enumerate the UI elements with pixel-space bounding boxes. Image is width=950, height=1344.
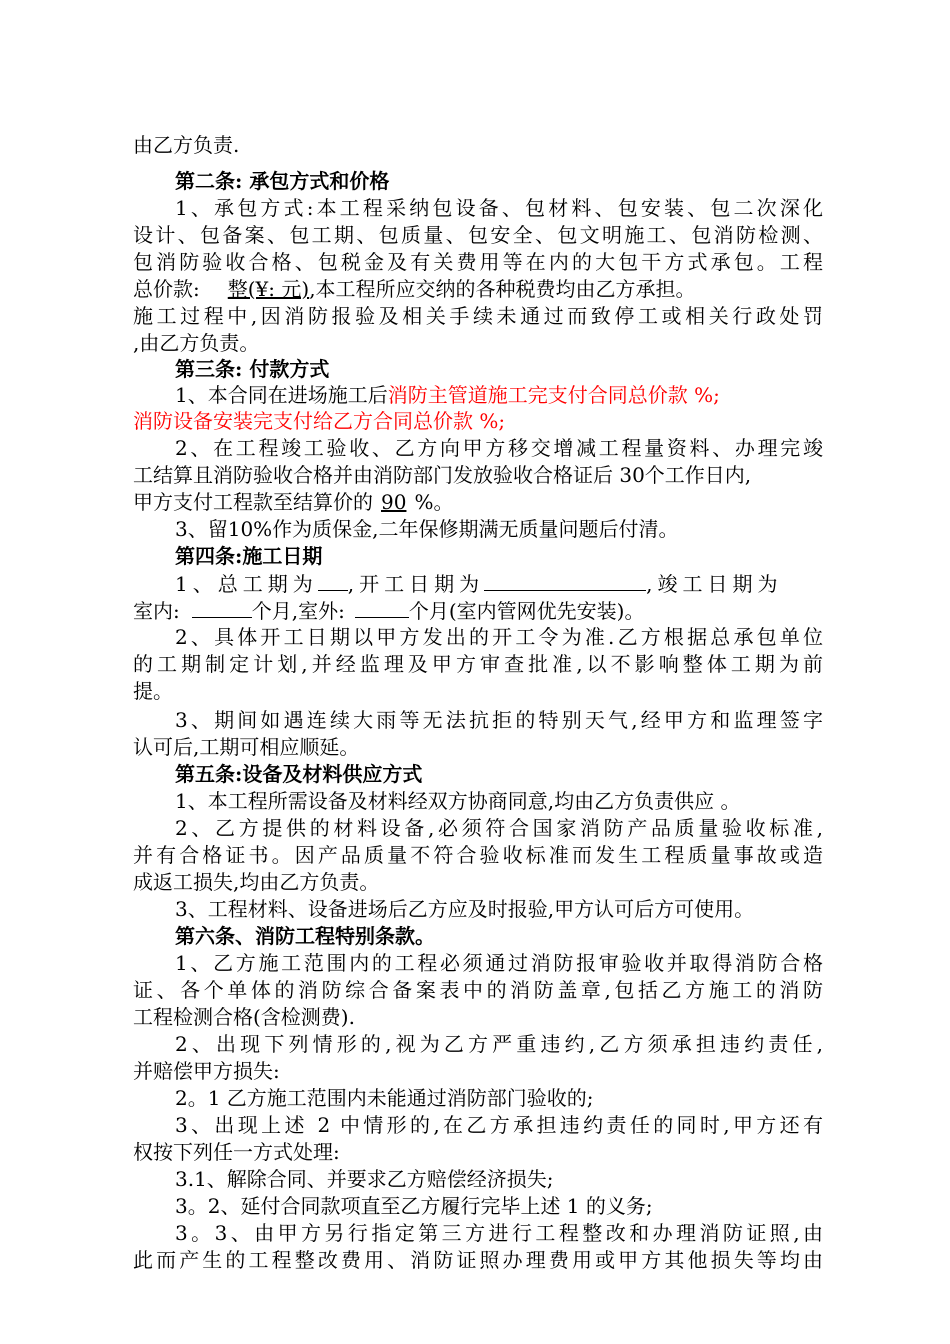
body-line: 权按下列任一方式处理: — [133, 1140, 340, 1164]
body-line: 的工期制定计划,并经监理及甲方审查批准,以不影响整体工期为前 — [133, 652, 823, 676]
payment-percent-label: 甲方支付工程款至结算价的 — [133, 490, 373, 514]
body-line: 1、本工程所需设备及材料经双方协商同意,均由乙方负责供应 。 — [175, 789, 741, 813]
body-line: ,由乙方负责。 — [133, 331, 260, 355]
start-date-label: ,开工日期为 — [347, 572, 485, 596]
body-line: 1、承包方式:本工程采纳包设备、包材料、包安装、包二次深化 — [175, 196, 823, 220]
body-line-red: 消防设备安装完支付给乙方合同总价款 %; — [133, 409, 506, 433]
body-line — [133, 597, 823, 623]
body-line: 3。3、由甲方另行指定第三方进行工程整改和办理消防证照,由 — [175, 1221, 823, 1245]
body-line: 2。1 乙方施工范围内未能通过消防部门验收的; — [175, 1086, 594, 1110]
body-line: 3.1、解除合同、并要求乙方赔偿经济损失; — [175, 1167, 554, 1191]
period-note: 个月(室内管网优先安装)。 — [408, 599, 645, 623]
body-line: 由乙方负责. — [133, 133, 240, 157]
body-line: 2、出现下列情形的,视为乙方严重违约,乙方须承担违约责任, — [175, 1032, 823, 1056]
indoor-blank — [192, 597, 252, 618]
body-line: 2、乙方提供的材料设备,必须符合国家消防产品质量验收标准, — [175, 816, 823, 840]
payment-term-text: 1、本合同在进场施工后 — [175, 383, 388, 407]
total-price-label: 总价款: — [133, 277, 200, 301]
body-line: 工结算且消防验收合格并由消防部门发放验收合格证后 30个工作日内, — [133, 463, 752, 487]
end-date-label: ,竣工日期为 — [646, 572, 783, 596]
indoor-label: 室内: — [133, 599, 180, 623]
body-line: 2、在工程竣工验收、乙方向甲方移交增减工程量资料、办理完竣 — [175, 436, 823, 460]
total-price-text: ,本工程所应交纳的各种税费均由乙方承担。 — [309, 277, 696, 301]
body-line: 3、期间如遇连续大雨等无法抗拒的特别天气,经甲方和监理签字 — [175, 708, 823, 732]
payment-percent-value: 90 — [381, 490, 407, 514]
body-line — [133, 489, 823, 515]
payment-percent-unit: %。 — [414, 490, 454, 514]
body-line: 并有合格证书。因产品质量不符合验收标准而发生工程质量事故或造 — [133, 843, 823, 867]
payment-term-red: 消防主管道施工完支付合同总价款 %; — [387, 383, 720, 407]
section-heading-4: 第四条:施工日期 — [175, 544, 323, 568]
body-line: 此而产生的工程整改费用、消防证照办理费用或甲方其他损失等均由 — [133, 1248, 823, 1272]
section-heading-6: 第六条、消防工程特别条款。 — [175, 924, 435, 948]
body-line: 并赔偿甲方损失: — [133, 1059, 280, 1083]
section-heading-3: 第三条: 付款方式 — [175, 357, 330, 381]
body-line — [133, 276, 823, 302]
body-line: 3、工程材料、设备进场后乙方应及时报验,甲方认可后方可使用。 — [175, 897, 755, 921]
body-line: 成返工损失,均由乙方负责。 — [133, 870, 380, 894]
body-line: 认可后,工期可相应顺延。 — [133, 735, 360, 759]
body-line: 3、出现上述 2 中情形的,在乙方承担违约责任的同时,甲方还有 — [175, 1113, 823, 1137]
body-line: 1、乙方施工范围内的工程必须通过消防报审验收并取得消防合格 — [175, 951, 823, 975]
body-line: 设计、包备案、包工期、包质量、包安全、包文明施工、包消防检测、 — [133, 223, 823, 247]
body-line: 提。 — [133, 679, 173, 703]
body-line: 3。2、延付合同款项直至乙方履行完毕上述 1 的义务; — [175, 1194, 653, 1218]
body-line: 包消防验收合格、包税金及有关费用等在内的大包干方式承包。工程 — [133, 250, 823, 274]
total-period-label: 1、总工期为 — [175, 572, 318, 596]
body-line — [175, 382, 823, 408]
body-line: 工程检测合格(含检测费). — [133, 1005, 355, 1029]
body-line: 证、各个单体的消防综合备案表中的消防盖章,包括乙方施工的消防 — [133, 978, 823, 1002]
section-heading-2: 第二条: 承包方式和价格 — [175, 169, 390, 193]
body-line: 施工过程中,因消防报验及相关手续未通过而致停工或相关行政处罚 — [133, 304, 823, 328]
outdoor-blank — [355, 597, 409, 618]
section-heading-5: 第五条:设备及材料供应方式 — [175, 762, 423, 786]
body-line: 2、具体开工日期以甲方发出的开工令为准.乙方根据总承包单位 — [175, 625, 823, 649]
body-line: 3、留10%作为质保金,二年保修期满无质量问题后付清。 — [175, 517, 679, 541]
total-period-blank — [318, 570, 348, 591]
body-line — [175, 570, 823, 596]
outdoor-label: 个月,室外: — [251, 599, 345, 623]
start-date-blank — [484, 570, 646, 591]
total-price-amount: 整(¥: 元) — [227, 277, 310, 301]
